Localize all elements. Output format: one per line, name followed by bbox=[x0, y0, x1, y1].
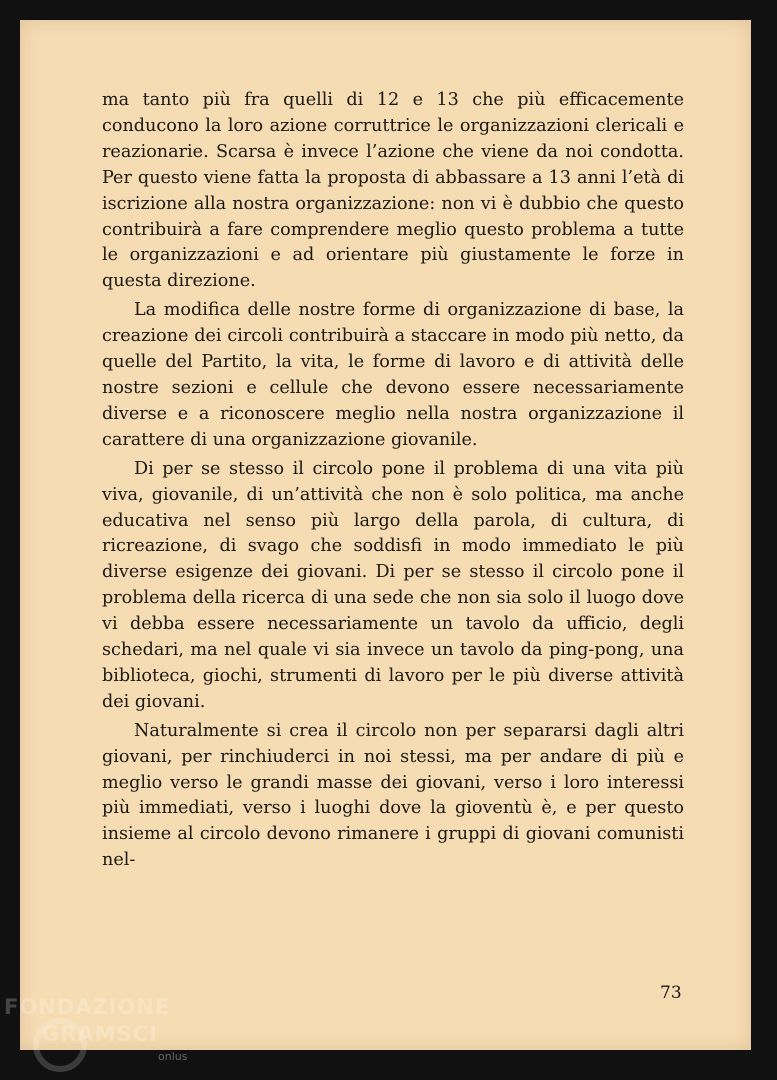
page-number: 73 bbox=[660, 983, 682, 1003]
watermark-line-3: onlus bbox=[158, 1050, 188, 1063]
paragraph-3: Di per se stesso il circolo pone il problema di una vita più viva, giovanile, di un’attività che non è solo politica, ma anche educativa nel senso più largo della parola, di cultura, di ricreazione, di svago che soddisfi in modo immediato le più diverse esigenze dei giovani. Di per se stesso il circolo pone il problema della ricerca di una sede che non sia solo il luogo dove vi debba essere necessariamente un tavolo da ufficio, degli schedari, ma nel quale vi sia invece un tavolo da ping-pong, una biblioteca, giochi, strumenti di lavoro per le più diverse attività dei giovani. bbox=[102, 458, 684, 712]
watermark-line-1: FONDAZIONE bbox=[4, 995, 171, 1019]
watermark bbox=[4, 995, 204, 1075]
paragraph-1: ma tanto più fra quelli di 12 e 13 che più efficacemente conducono la loro azione corruttrice le organizzazioni clericali e reazionarie. Scarsa è invece l’azione che viene da noi condotta. Per questo viene fatta la proposta di abbassare a 13 anni l’età di iscrizione alla nostra organizzazione: non vi è dubbio che questo contribuirà a fare comprendere meglio questo problema a tutte le organizzazioni e ad orientare più giustamente le forze in questa direzione. bbox=[102, 90, 684, 292]
book-page bbox=[20, 20, 751, 1050]
paragraph-2: La modifica delle nostre forme di organizzazione di base, la creazione dei circoli contribuirà a staccare in modo più netto, da quelle del Partito, la vita, le forme di lavoro e di attività delle nostre sezioni e cellule che devono essere necessariamente diverse e a riconoscere meglio nella nostra organizzazione il carattere di una organizzazione giovanile. bbox=[102, 300, 684, 450]
body-text bbox=[102, 88, 684, 874]
paragraph-4: Naturalmente si crea il circolo non per separarsi dagli altri giovani, per rinchiuderci in noi stessi, ma per andare di più e meglio verso le grandi masse dei giovani, verso i loro interessi più immediati, verso i luoghi dove la gioventù è, e per questo insieme al circolo devono rimanere i gruppi di giovani comunisti nel- bbox=[102, 720, 684, 871]
watermark-line-2: GRAMSCI bbox=[42, 1022, 158, 1046]
